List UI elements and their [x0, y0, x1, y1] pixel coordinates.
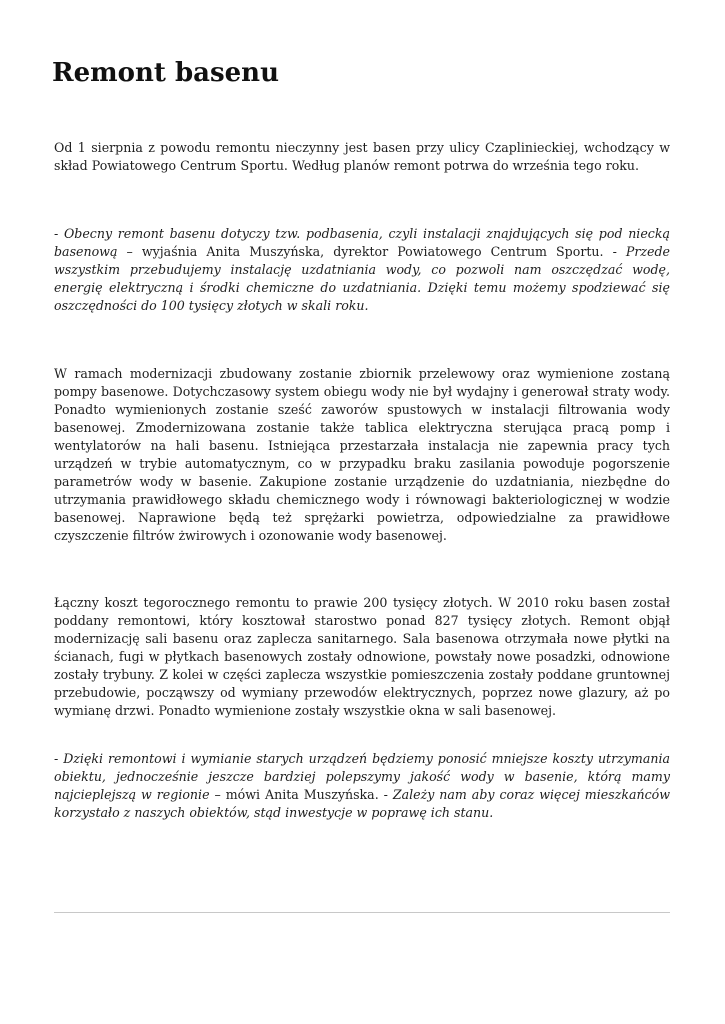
article-paragraph-5	[54, 750, 670, 822]
article-paragraph-1: Od 1 sierpnia z powodu remontu nieczynny jest basen przy ulicy Czaplinieckiej, wchodzący w skład Powiatowego Centrum Sportu. Według planów remont potrwa do września tego roku.	[54, 140, 670, 173]
quote-attribution: – mówi Anita Muszyńska.	[209, 787, 384, 802]
article-paragraph-4: Łączny koszt tegorocznego remontu to prawie 200 tysięcy złotych. W 2010 roku basen został poddany remontowi, który kosztował starostwo ponad 827 tysięcy złotych. Remont objął modernizację sali basenu oraz zaplecza sanitarnego. Sala basenowa otrzymała nowe płytki na ścianach, fugi w płytkach basenowych zostały odnowione, powstały nowe posadzki, odnowione zostały trybuny. Z kolei w części zaplecza wszystkie pomieszczenia zostały poddane gruntownej przebudowie, począwszy od wymiany przewodów elektrycznych, poprzez nowe glazury, aż po wymianę drzwi. Ponadto wymienione zostały wszystkie okna w sali basenowej.	[54, 595, 670, 718]
quote-text: - Obecny remont basenu dotyczy tzw. podbasenia, czyli instalacji znajdujących się pod niecką basenową	[54, 226, 670, 259]
quote-text: - Przede wszystkim przebudujemy instalację uzdatniania wody, co pozwoli nam oszczędzać wodę, energię elektryczną i środki chemiczne do uzdatniania. Dzięki temu możemy spodziewać się oszczędności do 100 tysięcy złotych w skali roku.	[54, 244, 671, 313]
article-paragraph-3: W ramach modernizacji zbudowany zostanie zbiornik przelewowy oraz wymienione zostaną pompy basenowe. Dotychczasowy system obiegu wody nie był wydajny i generował straty wody. Ponadto wymienionych zostanie sześć zaworów spustowych w instalacji filtrowania wody basenowej. Zmodernizowana zostanie także tablica elektryczna sterująca pracą pomp i wentylatorów na hali basenu. Istniejąca przestarzała instalacja nie zapewnia pracy tych urządzeń w trybie automatycznym, co w przypadku braku zasilania powoduje pogorszenie parametrów wody w basenie. Zakupione zostanie urządzenie do uzdatniania, niezbędne do utrzymania prawidłowego składu chemicznego wody i równowagi bakteriologicznej w wodzie basenowej. Naprawione będą też sprężarki powietrza, odpowiedzialne za prawidłowe czyszczenie filtrów żwirowych i ozonowanie wody basenowej.	[54, 366, 670, 543]
quote-text: - Zależy nam aby coraz więcej mieszkańców korzystało z naszych obiektów, stąd inwestycje w poprawę ich stanu.	[54, 787, 670, 820]
page-title: Remont basenu	[52, 58, 279, 88]
article-paragraph-2	[54, 225, 670, 315]
quote-attribution: – wyjaśnia Anita Muszyńska, dyrektor Powiatowego Centrum Sportu.	[117, 244, 613, 259]
quote-text: - Dzięki remontowi i wymianie starych urządzeń będziemy ponosić mniejsze koszty utrzymania obiektu, jednocześnie jeszcze bardziej polepszymy jakość wody w basenie, którą mamy najcieplejszą w regionie	[54, 751, 670, 802]
footer-divider	[54, 912, 670, 913]
